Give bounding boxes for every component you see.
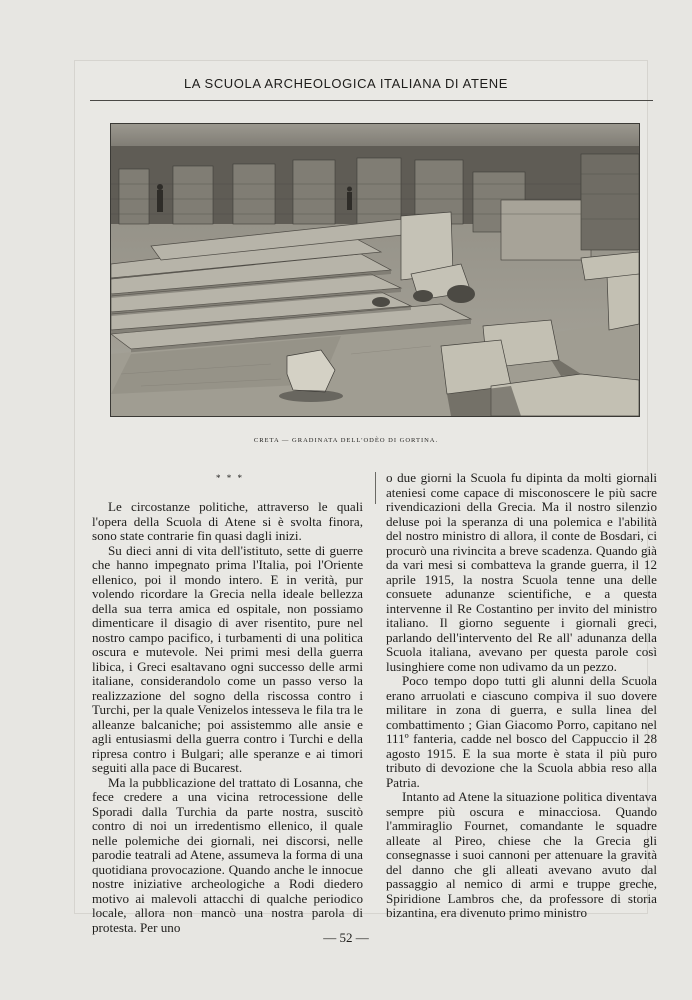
- paragraph: o due giorni la Scuola fu dipinta da molti giornali ateniesi come capace di misconoscere le più sacre rivendicazioni della Grecia. Ma il nostro silenzio deluse poi la speranza di una polemica e l'abilità del nostro ministro di allora, il conte de Bosdari, ci procurò una rivincita a breve scadenza. Quando già da vari mesi si combatteva la grande guerra, il 12 aprile 1915, la nostra Scuola tenne una delle consuete adunanze scientifiche, e a questa intervenne il Re Costantino per invito del ministro italiano. Il giorno seguente i giornali greci, parlando dell'intervento del Re all' adunanza della Scuola italiana, avevano per questa parole così lusinghiere come non udivamo da un pezzo.: [386, 470, 657, 674]
- paragraph: Le circostanze politiche, attraverso le quali l'opera della Scuola di Atene si è svolta finora, sono state contrarie fin quasi dagli inizi.: [92, 499, 363, 543]
- paragraph: Poco tempo dopo tutti gli alunni della Scuola erano arruolati e ciascuno compiva il suo dovere militare in zona di guerra, e sulla linea del combattimento ; Gian Giacomo Porro, capitano nel 111º fanteria, cadde nel bosco del Cappuccio il 28 agosto 1915. E la sua morte è stata il più puro tributo di devozione che la Scuola abbia reso alla Patria.: [386, 673, 657, 790]
- paragraph: Intanto ad Atene la situazione politica diventava sempre più oscura e minacciosa. Quando l'ammiraglio Fournet, comandante le squadre alleate al Pireo, chiese che la Grecia gli consegnasse i suoi cannoni per attenuare la gravità del danno che gli alleati avevano avuto dal passaggio al nemico di armi e truppe greche, Spiridione Lambros che, da professore di storia bizantina, era divenuto primo ministro: [386, 789, 657, 920]
- paragraph: Ma la pubblicazione del trattato di Losanna, che fece credere a una vicina retrocessione delle Sporadi dalla Turchia da parte nostra, suscitò contro di noi un irredentismo ellenico, il quale nelle polemiche dei giornali, nei discorsi, nelle parodie teatrali ad Atene, assumeva la forma di una quotidiana provocazione. Quando anche le innocue nostre iniziative archeologiche a Rodi diedero motivo ai malevoli attacchi di qualche periodico locale, allora non mancò una nostra parola di protesta. Per uno: [92, 774, 363, 935]
- running-title: LA SCUOLA ARCHEOLOGICA ITALIANA DI ATENE: [183, 76, 509, 91]
- asterism-mark: * * *: [216, 473, 244, 483]
- figure-photograph: [110, 123, 640, 417]
- section-asterism: [215, 474, 245, 482]
- column-separator: [375, 472, 376, 504]
- page-number: — 52 —: [323, 930, 369, 945]
- left-column: [92, 500, 363, 935]
- right-column: [386, 471, 657, 921]
- paragraph: Su dieci anni di vita dell'istituto, sette di guerre che hanno impegnato prima l'Italia, poi l'Oriente ellenico, poi il mondo intero. E in verità, pur volendo ricordare la Grecia nella ideale bellezza della sua terra amica ed ospitale, non possiamo dimenticare il disagio di aver risentito, pure nel nostro campo pacifico, i turbamenti di una politica oscura e mutevole. Nei primi mesi della guerra libica, i Greci esaltavano ogni successo delle armi italiane, considerandolo come un passo verso la realizzazione del sogno della riscossa contro i Turchi, per la quale Venizelos intesseva le fila tra le alleanze balcaniche; poi assistemmo alle ansie e agli entusiasmi della guerra contro i Turchi e della ripresa contro i Bulgari; alle speranze e ai timori seguiti alla pace di Bucarest.: [92, 542, 363, 775]
- header-rule: [90, 100, 653, 101]
- figure-caption: CRETA — GRADINATA DELL'ODÈO DI GORTINA.: [253, 437, 439, 444]
